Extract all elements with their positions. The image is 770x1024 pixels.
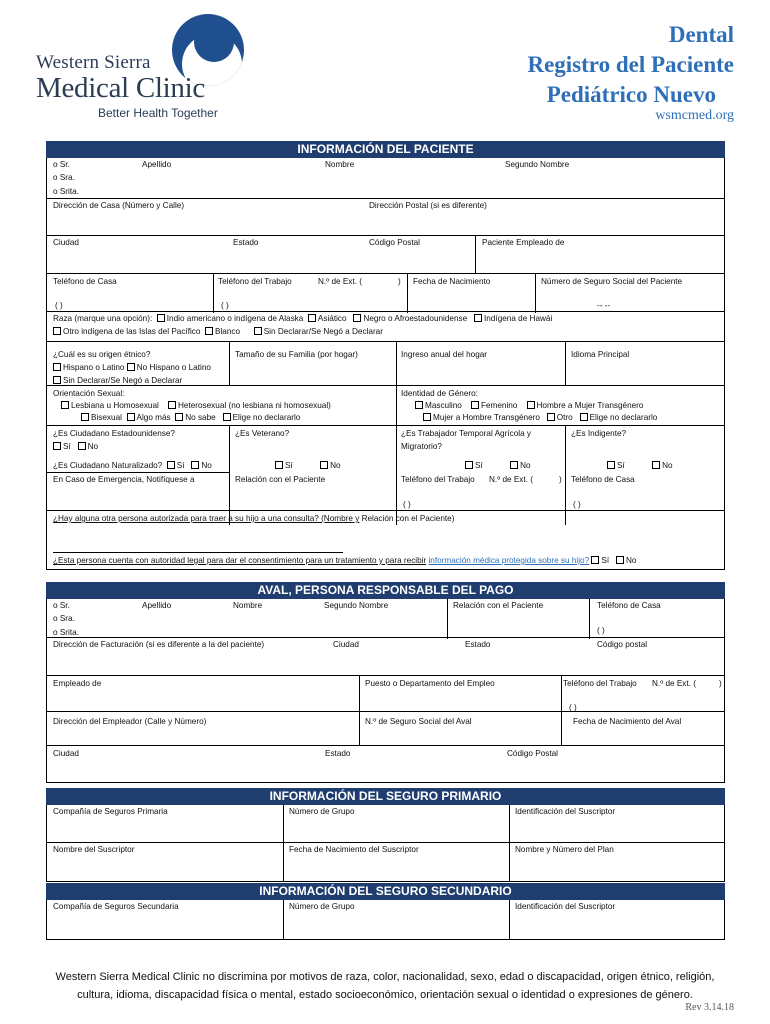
first-name-field[interactable]: Nombre: [325, 160, 355, 169]
naturalized-row: ¿Es Ciudadano Naturalizado? Sí No: [53, 461, 212, 470]
orientation-row-2: Bisexual Algo más No sabe Elige no declararlo: [81, 413, 300, 423]
naturalized-no-checkbox[interactable]: [191, 461, 199, 469]
patient-ssn-field[interactable]: Número de Seguro Social del Paciente: [541, 277, 683, 286]
race-label: Raza (marque una opción): Indio americano o indígena de Alaska Asiático Negro o Afroestadounidense Indígena de Hawái: [53, 314, 553, 323]
billing-address-field[interactable]: Dirección de Facturación (si es diferente a la del paciente): [53, 640, 265, 649]
secondary-company-field[interactable]: Compañía de Seguros Secundaria: [53, 902, 179, 911]
primary-subscriber-name-field[interactable]: Nombre del Suscriptor: [53, 845, 135, 854]
naturalized-yes-checkbox[interactable]: [167, 461, 175, 469]
emergency-extension-close: ): [559, 475, 562, 484]
authorized-person-question[interactable]: ¿Hay alguna otra persona autorizada para traer a su hijo a una consulta? (Nombre y Relación con el Paciente): [53, 514, 455, 523]
farmworker-yes-checkbox[interactable]: [465, 461, 473, 469]
gender-female-checkbox[interactable]: [471, 401, 479, 409]
us-citizen-yes-checkbox[interactable]: [53, 442, 61, 450]
race-option-3-checkbox[interactable]: [353, 314, 361, 322]
primary-subscriber-dob-field[interactable]: Fecha de Nacimiento del Suscriptor: [289, 845, 419, 854]
non-discrimination-notice: [0, 968, 770, 1004]
gender-decline-checkbox[interactable]: [580, 413, 588, 421]
homeless-no-checkbox[interactable]: [652, 461, 660, 469]
title-sra-option[interactable]: o Sra.: [53, 173, 75, 182]
guarantor-position-field[interactable]: Puesto o Departamento del Empleo: [365, 679, 495, 688]
employer-city-field[interactable]: Ciudad: [53, 749, 79, 758]
guarantor-ssn-field[interactable]: N.º de Seguro Social del Aval: [365, 717, 472, 726]
zip-field[interactable]: Código Postal: [369, 238, 420, 247]
guarantor-work-phone-area: ( ): [569, 703, 577, 712]
guarantor-birth-date-field[interactable]: Fecha de Nacimiento del Aval: [573, 717, 682, 726]
work-phone-field[interactable]: Teléfono del Trabajo: [218, 277, 292, 286]
race-option-1-checkbox[interactable]: [157, 314, 165, 322]
ethnic-undeclared-checkbox[interactable]: [53, 376, 61, 384]
homeless-options: Sí No: [607, 461, 673, 471]
race-row-2: Otro indígena de las Islas del Pacífico Blanco Sin Declarar/Se Negó a Declarar: [53, 327, 383, 337]
primary-group-number-field[interactable]: Número de Grupo: [289, 807, 355, 816]
farmworker-label: ¿Es Trabajador Temporal Agrícola y: [401, 429, 531, 438]
gender-identity-label: Identidad de Género:: [401, 389, 478, 398]
emergency-contact-field[interactable]: En Caso de Emergencia, Notifíquese a: [53, 475, 195, 484]
extension-close: ): [398, 277, 401, 286]
primary-insurance-section: [46, 805, 725, 882]
home-address-field[interactable]: Dirección de Casa (Número y Calle): [53, 201, 185, 210]
notice-line-2: cultura, idioma, discapacidad física o mental, estado socioeconómico, orientación sexual o identidad o expresiones de género.: [77, 989, 693, 1001]
orientation-heterosexual-checkbox[interactable]: [168, 401, 176, 409]
us-citizen-label: ¿Es Ciudadano Estadounidense?: [53, 429, 175, 438]
us-citizen-no-checkbox[interactable]: [78, 442, 86, 450]
home-phone-field[interactable]: Teléfono de Casa: [53, 277, 117, 286]
guarantor-header: AVAL, PERSONA RESPONSABLE DEL PAGO: [46, 582, 725, 599]
gender-mtf-checkbox[interactable]: [527, 401, 535, 409]
emergency-relation-field[interactable]: Relación con el Paciente: [235, 475, 326, 484]
ssn-dashes: -- --: [597, 301, 611, 310]
guarantor-home-phone-area: ( ): [597, 626, 605, 635]
employer-state-field[interactable]: Estado: [325, 749, 351, 758]
orientation-unknown-checkbox[interactable]: [175, 413, 183, 421]
gender-row-2: Mujer a Hombre Transgénero Otro Elige no declararlo: [423, 413, 657, 423]
emergency-work-area: ( ): [403, 500, 411, 509]
secondary-insurance-section: [46, 900, 725, 940]
race-option-4-checkbox[interactable]: [474, 314, 482, 322]
title-srta-option[interactable]: o Srita.: [53, 187, 79, 196]
guarantor-state-field[interactable]: Estado: [465, 640, 491, 649]
city-field[interactable]: Ciudad: [53, 238, 79, 247]
guarantor-extension-close: ): [719, 679, 722, 688]
guarantor-first-name-field[interactable]: Nombre: [233, 601, 263, 610]
orientation-decline-checkbox[interactable]: [223, 413, 231, 421]
guarantor-work-phone-field[interactable]: Teléfono del Trabajo: [563, 679, 637, 688]
gender-row-1: Masculino Femenino Hombre a Mujer Transgénero: [415, 401, 643, 411]
orientation-lesbian-gay-checkbox[interactable]: [61, 401, 69, 409]
mailing-address-field[interactable]: Dirección Postal (si es diferente): [369, 201, 487, 210]
gender-male-checkbox[interactable]: [415, 401, 423, 409]
veteran-label: ¿Es Veterano?: [235, 429, 290, 438]
guarantor-sr-option[interactable]: o Sr.: [53, 601, 70, 610]
guarantor-home-phone-field[interactable]: Teléfono de Casa: [597, 601, 661, 610]
family-size-field[interactable]: Tamaño de su Familia (por hogar): [235, 350, 358, 359]
guarantor-sra-option[interactable]: o Sra.: [53, 614, 75, 623]
guarantor-section: [46, 599, 725, 783]
gender-other-checkbox[interactable]: [547, 413, 555, 421]
race-option-7-checkbox[interactable]: [254, 327, 262, 335]
legal-consent-question: ¿Esta persona cuenta con autoridad legal para dar el consentimiento para un tratamiento y para recibir información médica protegida sobre su hijo? Sí No: [53, 556, 637, 565]
notice-line-1: Western Sierra Medical Clinic no discrimina por motivos de raza, color, nacionalidad, sexo, edad o discapacidad, origen étnico, religión,: [55, 971, 715, 983]
primary-insurance-header: INFORMACIÓN DEL SEGURO PRIMARIO: [46, 788, 725, 805]
emergency-extension-field[interactable]: N.º de Ext. (: [489, 475, 533, 484]
employer-field[interactable]: Paciente Empleado de: [482, 238, 565, 247]
guarantor-zip-field[interactable]: Código postal: [597, 640, 648, 649]
guarantor-city-field[interactable]: Ciudad: [333, 640, 359, 649]
logo-tagline: Better Health Together: [98, 106, 218, 120]
protected-info-link[interactable]: información médica protegida sobre su hijo?: [428, 556, 590, 565]
employer-address-field[interactable]: Dirección del Empleador (Calle y Número): [53, 717, 207, 726]
gender-ftm-checkbox[interactable]: [423, 413, 431, 421]
veteran-yes-checkbox[interactable]: [275, 461, 283, 469]
patient-info-section: [46, 158, 725, 570]
home-phone-area: ( ): [55, 301, 63, 310]
guarantor-employer-field[interactable]: Empleado de: [53, 679, 102, 688]
website-link[interactable]: wsmcmed.org: [655, 108, 734, 123]
farmworker-options: Sí No: [465, 461, 531, 471]
revision-label: Rev 3.14.18: [685, 1002, 734, 1013]
secondary-group-number-field[interactable]: Número de Grupo: [289, 902, 355, 911]
patient-info-header: INFORMACIÓN DEL PACIENTE: [46, 141, 725, 158]
veteran-options: Sí No: [275, 461, 341, 471]
household-income-field[interactable]: Ingreso anual del hogar: [401, 350, 488, 359]
last-name-field[interactable]: Apellido: [142, 160, 172, 169]
title-line-2: Registro del Paciente: [527, 52, 734, 77]
birth-date-field[interactable]: Fecha de Nacimiento: [413, 277, 491, 286]
secondary-subscriber-id-field[interactable]: Identificación del Suscriptor: [515, 902, 616, 911]
emergency-home-area: ( ): [573, 500, 581, 509]
secondary-insurance-header: INFORMACIÓN DEL SEGURO SECUNDARIO: [46, 883, 725, 900]
non-hispanic-checkbox[interactable]: [127, 363, 135, 371]
orientation-other-checkbox[interactable]: [127, 413, 135, 421]
guarantor-middle-name-field[interactable]: Segundo Nombre: [324, 601, 389, 610]
race-option-2-checkbox[interactable]: [308, 314, 316, 322]
migratory-label: Migratorio?: [401, 442, 442, 451]
title-line-1: Dental: [668, 22, 734, 47]
sexual-orientation-label: Orientación Sexual:: [53, 389, 125, 398]
homeless-label: ¿Es Indigente?: [571, 429, 627, 438]
race-option-6-checkbox[interactable]: [205, 327, 213, 335]
extension-field[interactable]: N.º de Ext. (: [318, 277, 362, 286]
logo-name-line2: Medical Clinic: [36, 72, 205, 104]
ethnic-row-2: Sin Declarar/Se Negó a Declarar: [53, 376, 182, 386]
race-option-5-checkbox[interactable]: [53, 327, 61, 335]
middle-name-field[interactable]: Segundo Nombre: [505, 160, 570, 169]
primary-language-field[interactable]: Idioma Principal: [571, 350, 630, 359]
emergency-work-phone-field[interactable]: Teléfono del Trabajo: [401, 475, 475, 484]
primary-subscriber-id-field[interactable]: Identificación del Suscriptor: [515, 807, 616, 816]
state-field[interactable]: Estado: [233, 238, 259, 247]
title-sr-option[interactable]: o Sr.: [53, 160, 70, 169]
guarantor-last-name-field[interactable]: Apellido: [142, 601, 172, 610]
consent-yes-checkbox[interactable]: [591, 556, 599, 564]
employer-zip-field[interactable]: Código Postal: [507, 749, 558, 758]
farmworker-no-checkbox[interactable]: [510, 461, 518, 469]
form-title: [527, 20, 734, 110]
guarantor-relation-field[interactable]: Relación con el Paciente: [453, 601, 544, 610]
ethnic-row-1: Hispano o Latino No Hispano o Latino: [53, 363, 211, 373]
guarantor-srta-option[interactable]: o Srita.: [53, 628, 79, 637]
hispanic-checkbox[interactable]: [53, 363, 61, 371]
us-citizen-options: Sí No: [53, 442, 98, 452]
primary-plan-field[interactable]: Nombre y Número del Plan: [515, 845, 614, 854]
clinic-logo: [36, 14, 236, 124]
ethnic-origin-label: ¿Cuál es su origen étnico?: [53, 350, 151, 359]
orientation-bisexual-checkbox[interactable]: [81, 413, 89, 421]
guarantor-extension-field[interactable]: N.º de Ext. (: [652, 679, 696, 688]
emergency-home-phone-field[interactable]: Teléfono de Casa: [571, 475, 635, 484]
work-phone-area: ( ): [221, 301, 229, 310]
orientation-row-1: Lesbiana u Homosexual Heterosexual (no lesbiana ni homosexual): [61, 401, 331, 411]
primary-company-field[interactable]: Compañía de Seguros Primaria: [53, 807, 168, 816]
homeless-yes-checkbox[interactable]: [607, 461, 615, 469]
title-line-3: Pediátrico Nuevo: [546, 82, 716, 107]
logo-name-line1: Western Sierra: [36, 52, 151, 73]
veteran-no-checkbox[interactable]: [320, 461, 328, 469]
consent-no-checkbox[interactable]: [616, 556, 624, 564]
